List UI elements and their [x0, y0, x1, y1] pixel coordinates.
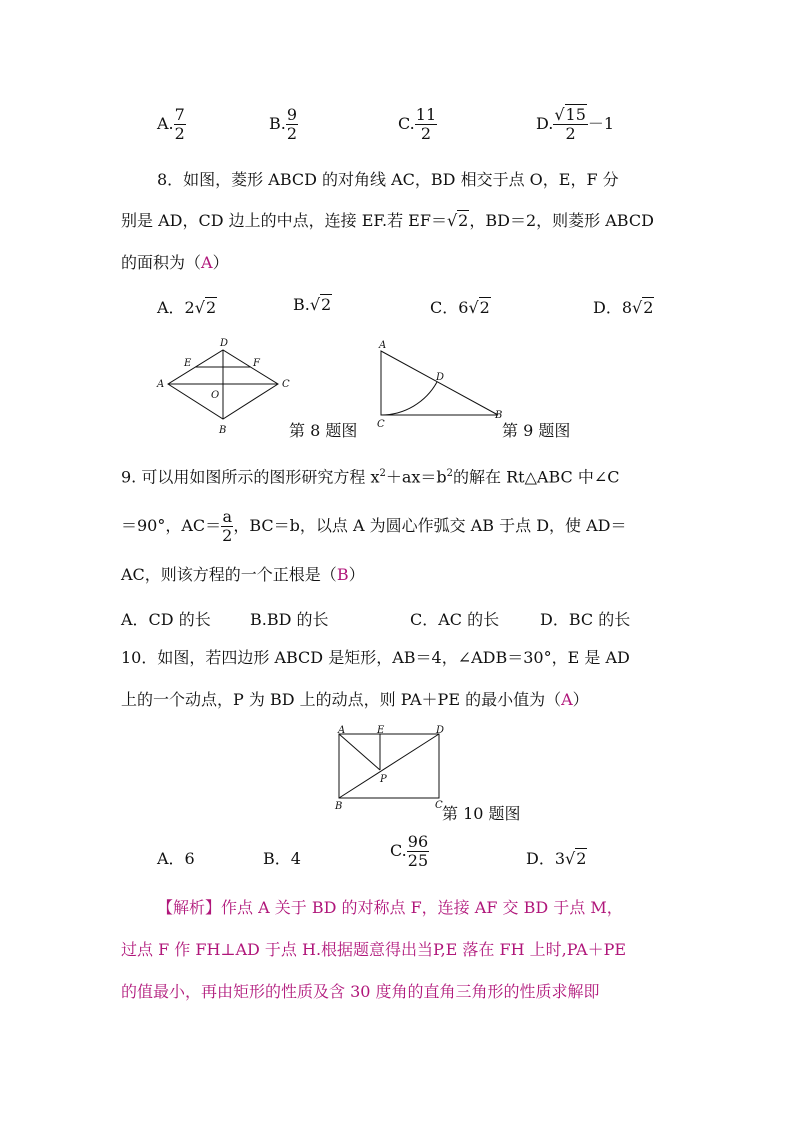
triangle-abc — [381, 351, 498, 415]
q9-answer: B — [336, 565, 349, 584]
q9-option-d: D．BC 的长 — [540, 610, 631, 629]
q10-line-1: 10．如图，若四边形 ABCD 是矩形，AB＝4，∠ADB＝30°，E 是 AD — [121, 648, 630, 667]
q8-answer: A — [201, 253, 213, 272]
figure-8-rhombus — [150, 336, 295, 436]
figure-10-rectangle — [330, 724, 450, 814]
diagonal-bd — [339, 734, 439, 798]
fig8-label-f: F — [253, 358, 260, 369]
sqrt-sign: √2 — [309, 295, 332, 314]
q9-option-a: A．CD 的长 — [121, 610, 211, 629]
figure-9-triangle — [372, 336, 512, 436]
fig9-label-a: A — [379, 340, 387, 351]
fig8-label-b: B — [219, 425, 227, 436]
sqrt-sign: √15 — [554, 105, 586, 124]
q7-option-c: C. $\frac{11}{2}$ — [398, 105, 437, 143]
segment-ap — [339, 734, 380, 770]
figure-8-caption: 第 8 题图 — [289, 421, 358, 440]
sqrt-sign: √2 — [468, 298, 490, 317]
q7-option-d: D. $\frac{√15}{2}$ －1 — [536, 105, 615, 143]
fig10-label-b: B — [335, 801, 343, 812]
fig9-label-b: B — [495, 410, 503, 421]
analysis-line-3: 的值最小，再由矩形的性质及含 30 度角的直角三角形的性质求解即 — [121, 982, 600, 1001]
q9-option-c: C．AC 的长 — [410, 610, 500, 629]
fig8-label-c: C — [282, 379, 290, 390]
figure-9-caption: 第 9 题图 — [502, 421, 571, 440]
arc-cd — [381, 382, 437, 415]
figure-10-caption: 第 10 题图 — [442, 804, 521, 823]
fig10-label-d: D — [436, 725, 445, 736]
q9-line-1: 9. 可以用如图所示的图形研究方程 $x^2+ax=b^2$的解在 Rt△ABC 中∠C — [121, 467, 620, 487]
q7-option-b-fraction: $\frac{9}{2}$ — [286, 105, 298, 143]
q9-line-2: ＝90°，AC＝ $\frac{a}{2}$ ，BC＝b，以点 A 为圆心作弧交 AB 于点 D，使 AD＝ — [121, 507, 627, 545]
analysis-line-2: 过点 F 作 FH⊥AD 于点 H.根据题意得出当P,E 落在 FH 上时,PA＋PE — [121, 940, 627, 959]
q7-option-b: B. $\frac{9}{2}$ — [269, 105, 298, 143]
q10-option-c-fraction: $\frac{96}{25}$ — [407, 832, 429, 870]
fig9-label-d: D — [436, 372, 445, 383]
fig10-label-a: A — [338, 725, 346, 736]
q7-option-c-fraction: $\frac{11}{2}$ — [415, 105, 437, 143]
q7-option-a-fraction: $\frac{7}{2}$ — [174, 105, 185, 143]
q10-option-d: D．3√2 — [526, 849, 587, 868]
q10-option-b: B．4 — [263, 849, 301, 868]
sqrt-sign: √2 — [194, 298, 217, 317]
fig8-label-e: E — [184, 358, 192, 369]
fig8-label-o: O — [211, 390, 220, 401]
q8-option-a: A．2√2 — [157, 298, 217, 317]
q9-line-3: AC，则该方程的一个正根是（B） — [121, 565, 365, 584]
sqrt-sign: √2 — [446, 211, 469, 230]
q10-answer: A — [561, 690, 573, 709]
sqrt-sign: √2 — [632, 298, 654, 317]
q10-line-2: 上的一个动点，P 为 BD 上的动点，则 PA＋PE 的最小值为（A） — [121, 690, 589, 709]
q8-option-c: C．6√2 — [430, 298, 490, 317]
q8-line-3: 的面积为（A） — [121, 253, 229, 272]
q8-option-d: D．8√2 — [593, 298, 654, 317]
analysis-line-1: 【解析】作点 A 关于 BD 的对称点 F，连接 AF 交 BD 于点 M， — [157, 898, 623, 917]
fig10-label-p: P — [380, 774, 387, 785]
fig9-label-c: C — [377, 419, 385, 430]
q8-option-b: B.√2 — [293, 295, 332, 314]
fig10-label-c: C — [435, 800, 443, 811]
fig8-label-d: D — [220, 338, 229, 349]
q8-line-2: 别是 AD，CD 边上的中点，连接 EF.若 EF＝√2，BD＝2，则菱形 ABCD — [121, 211, 654, 230]
q9-fraction: $\frac{a}{2}$ — [222, 507, 233, 545]
q10-option-a: A．6 — [157, 849, 195, 868]
fig8-label-a: A — [157, 379, 165, 390]
q9-option-b: B.BD 的长 — [250, 610, 329, 629]
fig10-label-e: E — [377, 725, 385, 736]
q8-line-1: 8．如图，菱形 ABCD 的对角线 AC，BD 相交于点 O，E，F 分 — [157, 170, 619, 189]
q7-option-d-fraction: $\frac{√15}{2}$ — [554, 105, 586, 143]
sqrt-sign: √2 — [565, 849, 587, 868]
q10-option-c: C. $\frac{96}{25}$ — [390, 832, 429, 870]
q7-option-a: A. $\frac{7}{2}$ — [157, 105, 185, 143]
